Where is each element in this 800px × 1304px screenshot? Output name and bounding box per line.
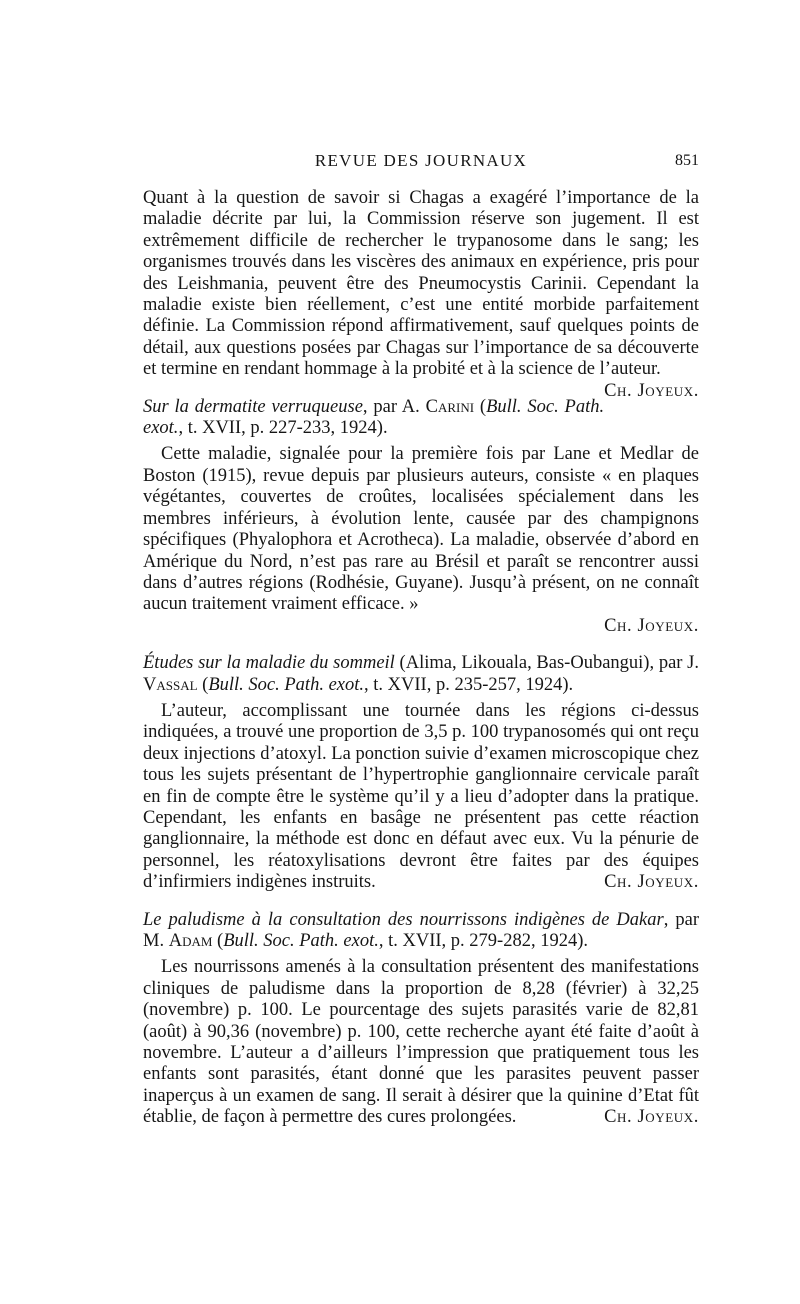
article-column <box>143 188 699 1137</box>
article-heading <box>143 910 699 953</box>
citation-journal: Bull. Soc. Path. exot. <box>223 931 379 951</box>
article-body-text: L’auteur, accomplissant une tournée dans les régions ci-dessus indiquées, a trouvé une proportion de 3,5 p. 100 trypanosomés qui ont reçu deux injections d’atoxyl. La ponction suivie d’examen microscopique chez tous les sujets présentant de l’hypertrophie ganglionnaire cervicale paraît en fin de compte être le système qu’il y a lieu d’adopter dans la pratique. Cependant, les enfants en basâge ne présentent pas cette réaction ganglionnaire, la méthode est donc en défaut avec eux. Vu la pénurie de personnel, les réatoxylisations devront être faites par des équipes d’infirmiers indigènes instruits. <box>143 700 699 893</box>
citation-open: ( <box>212 931 224 951</box>
page-number: 851 <box>675 152 699 169</box>
article-dermatite-verruqueuse <box>143 397 699 637</box>
article-byline: , par M. <box>143 909 700 951</box>
article-signature: Ch. Joyeux. <box>604 872 699 893</box>
article-maladie-du-sommeil <box>143 653 699 893</box>
citation-details: , t. XVII, p. 279-282, 1924). <box>378 931 589 951</box>
citation-details: , t. XVII, p. 227-233, 1924). <box>178 418 388 439</box>
article-signature: Ch. Joyeux. <box>604 1107 699 1128</box>
article-title: Le paludisme à la consultation des nourrissons indigènes de Dakar <box>143 909 664 930</box>
article-body <box>143 701 699 894</box>
article-body <box>143 957 699 1128</box>
citation-open: ( <box>474 396 487 417</box>
citation-details: , t. XVII, p. 235-257, 1924). <box>364 674 574 695</box>
article-signature: Ch. Joyeux. <box>604 380 699 401</box>
article-title: Études sur la maladie du sommeil <box>143 653 395 674</box>
article-signature: Ch. Joyeux. <box>604 615 699 636</box>
running-head <box>143 151 699 177</box>
article-body-text: Les nourrissons amenés à la consultation présentent des manifestations cliniques de paludisme dans la proportion de 8,28 (février) à 32,25 (novembre) p. 100. Le pourcentage des sujets parasités varie de 82,81 (août) à 90,36 (novembre) p. 100, cette recherche ayant été faite d’août à novembre. L’auteur a d’ailleurs l’impression que pratiquement tous les enfants sont parasités, étant donné que les parasites peuvent passer inaperçus à un examen de sang. Il serait à désirer que la quinine d’Etat fût établie, de façon à permettre des cures prolongées. <box>143 957 699 1128</box>
article-heading <box>143 397 699 440</box>
article-body: Cette maladie, signalée pour la première fois par Lane et Medlar de Boston (1915), revue depuis par plusieurs auteurs, consiste « en plaques végétantes, couvertes de croûtes, localisées spécialement dans les membres inférieurs, à évolution lente, causée par des champignons spécifiques (Phyalophora et Acrotheca). La maladie, observée d’abord en Amérique du Nord, n’est pas rare au Brésil et paraît se rencontrer aussi dans d’autres régions (Rodhésie, Guyane). Jusqu’à présent, on ne connaît aucun traitement vraiment efficace. » <box>143 444 699 615</box>
article-title: Sur la dermatite verruqueuse <box>143 396 363 417</box>
article-paludisme-dakar <box>143 910 699 1129</box>
citation-journal: Bull. Soc. Path. exot. <box>143 396 605 439</box>
article-author: Vassal <box>143 674 198 695</box>
citation-open: ( <box>197 674 209 695</box>
article-byline: , par A. <box>362 396 426 417</box>
running-title: REVUE DES JOURNAUX <box>314 151 528 170</box>
article-author: Adam <box>168 931 213 951</box>
article-heading <box>143 653 699 696</box>
article-body <box>143 188 699 401</box>
article-body-text: Quant à la question de savoir si Chagas a exagéré l’importance de la maladie décrite par lui, la Commission réserve son jugement. Il est extrêmement difficile de rechercher le trypanosome dans le sang; les organismes trouvés dans les viscères des animaux en expérience, pris pour des Leishmania, peuvent être des Pneumocystis Carinii. Cependant la maladie existe bien réellement, c’est une entité morbide parfaitement définie. La Commission répond affirmativement, sauf quelques points de détail, aux questions posées par Chagas sur l’importance de sa découverte et termine en rendant hommage à la probité et à la science de l’auteur. <box>143 188 699 380</box>
article-chagas-continuation <box>143 188 699 401</box>
citation-journal: Bull. Soc. Path. exot. <box>208 674 365 695</box>
article-author: Carini <box>425 396 475 417</box>
article-place: (Alima, Likouala, Bas-Oubangui), par J. <box>394 653 700 674</box>
